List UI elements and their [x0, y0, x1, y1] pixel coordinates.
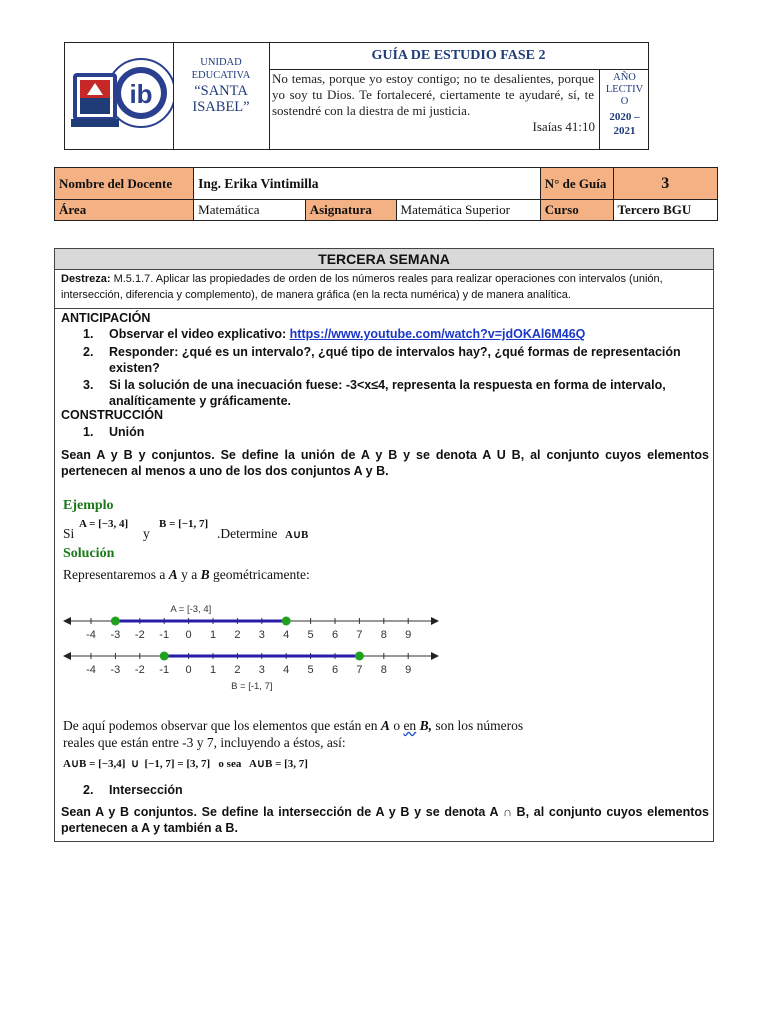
- tick-label: 1: [209, 664, 217, 676]
- tick-label: -1: [159, 629, 170, 641]
- curso-label: Curso: [540, 200, 613, 221]
- interval-b-endpoint-left: [160, 652, 169, 661]
- tick-label: 8: [380, 629, 387, 641]
- tick-label: 1: [209, 629, 217, 641]
- list-item: 1. Observar el video explicativo: https://www.youtube.com/watch?v=jdOKAl6M46Q: [83, 327, 586, 341]
- bible-quote: No temas, porque yo estoy contigo; no te desalientes, porque yo soy tu Dios. Te fortaleceré, ciertamente te ayudaré, sí, te sostendré con la diestra de mi justicia.: [272, 71, 594, 118]
- interval-a-arrow-right: [431, 617, 439, 625]
- interval-b-label: B = [-1, 7]: [231, 681, 273, 692]
- list-item: 2. Responder: ¿qué es un intervalo?, ¿qué tipo de intervalos hay?, ¿qué formas de representación existen?: [83, 345, 681, 375]
- school-logo: [65, 43, 173, 149]
- tick-label: 9: [405, 629, 412, 641]
- curso-value: Tercero BGU: [613, 200, 718, 221]
- week-title: TERCERA SEMANA: [55, 249, 713, 270]
- school-name: “SANTA ISABEL”: [192, 83, 250, 115]
- example-statement: Si A = [−3, 4] y B = [−1, 7] .Determine A∪B: [63, 518, 309, 541]
- logo-cell: [65, 43, 174, 149]
- interval-a-arrow-left: [63, 617, 71, 625]
- tick-label: 7: [356, 629, 363, 641]
- header-table: [64, 42, 649, 150]
- school-unit-label: UNIDAD EDUCATIVA: [191, 57, 251, 81]
- info-table: [54, 167, 718, 221]
- tick-label: 3: [258, 629, 265, 641]
- tick-label: 5: [307, 664, 314, 676]
- tick-label: -1: [159, 664, 170, 676]
- observation-text: De aquí podemos observar que los elementos que están en A o en B, son los números reales que están entre -3 y 7, incluyendo a éstos, así:: [63, 718, 524, 750]
- tick-label: -3: [110, 629, 121, 641]
- tick-label: 0: [185, 629, 192, 641]
- union-formula: A∪B = [−3,4] ∪ [−1, 7] = [3, 7] o sea A∪B = [3, 7]: [63, 758, 308, 770]
- number-line-figure: [55, 599, 455, 699]
- asignatura-value: Matemática Superior: [396, 200, 540, 221]
- tick-label: -2: [134, 664, 145, 676]
- tick-label: 6: [331, 664, 339, 676]
- tick-label: -4: [86, 664, 96, 676]
- tick-label: 4: [283, 664, 290, 676]
- solution-intro: Representaremos a A y a B geométricamente:: [63, 567, 310, 582]
- quote-citation: Isaías 41:10: [532, 119, 595, 134]
- docente-value: Ing. Erika Vintimilla: [194, 168, 541, 200]
- interval-a-endpoint-left: [111, 617, 120, 626]
- tick-label: 5: [307, 629, 314, 641]
- interseccion-definition: Sean A y B conjuntos. Se define la intersección de A y B y se denota A ∩ B, al conjunto cuyos elementos pertenecen a A y también a B.: [61, 805, 709, 835]
- interval-a-endpoint-right: [282, 617, 291, 626]
- union-heading: 1. Unión: [83, 425, 145, 439]
- year-label: AÑO LECTIV O: [605, 72, 644, 107]
- guide-cell: [269, 43, 648, 149]
- tick-label: 4: [283, 629, 290, 641]
- tick-label: 6: [331, 629, 339, 641]
- anticipacion-heading: ANTICIPACIÓN: [61, 311, 151, 325]
- guide-title: GUÍA DE ESTUDIO FASE 2: [269, 43, 648, 70]
- solution-heading: Solución: [63, 546, 115, 561]
- list-item: 3. Si la solución de una inecuación fuese: -3<x≤4, representa la respuesta en forma de intervalo, analíticamente y gráficamente.: [83, 378, 666, 408]
- tick-label: -2: [134, 629, 145, 641]
- tick-label: 2: [234, 629, 241, 641]
- interval-b-arrow-left: [63, 652, 71, 660]
- docente-label: Nombre del Docente: [55, 168, 194, 200]
- guia-label: N° de Guía: [540, 168, 613, 200]
- construccion-heading: CONSTRUCCIÓN: [61, 408, 164, 422]
- interseccion-heading: 2. Intersección: [83, 783, 183, 797]
- tick-label: 2: [234, 664, 241, 676]
- example-heading: Ejemplo: [63, 498, 114, 513]
- union-definition: Sean A y B y conjuntos. Se define la unión de A y B y se denota A U B, al conjunto cuyos elementos pertenecen al menos a uno de los dos conjuntos A y B.: [61, 448, 709, 478]
- interval-b-endpoint-right: [355, 652, 364, 661]
- video-link[interactable]: https://www.youtube.com/watch?v=jdOKAl6M46Q: [289, 327, 586, 341]
- tick-label: -3: [110, 664, 121, 676]
- asignatura-label: Asignatura: [305, 200, 396, 221]
- tick-label: 3: [258, 664, 265, 676]
- tick-label: 0: [185, 664, 192, 676]
- interval-b-arrow-right: [431, 652, 439, 660]
- destreza-divider: [55, 308, 713, 309]
- year-value: 2020 – 2021: [609, 111, 640, 137]
- lesson-box: [54, 248, 714, 842]
- tick-label: 8: [380, 664, 387, 676]
- guia-value: 3: [613, 168, 718, 200]
- school-year-cell: [599, 69, 649, 149]
- school-name-cell: [173, 43, 270, 149]
- interval-a-label: A = [-3, 4]: [170, 604, 212, 615]
- svg-text:ib: ib: [129, 79, 153, 109]
- area-label: Área: [55, 200, 194, 221]
- destreza-text: Destreza: M.5.1.7. Aplicar las propiedades de orden de los números reales para realizar operaciones con intervalos (unión, intersección, diferencia y complemento), de manera gráfica (en la recta numérica) y de manera analítica.: [61, 273, 663, 301]
- tick-label: 9: [405, 664, 412, 676]
- tick-label: -4: [86, 629, 96, 641]
- area-value: Matemática: [194, 200, 306, 221]
- tick-label: 7: [356, 664, 363, 676]
